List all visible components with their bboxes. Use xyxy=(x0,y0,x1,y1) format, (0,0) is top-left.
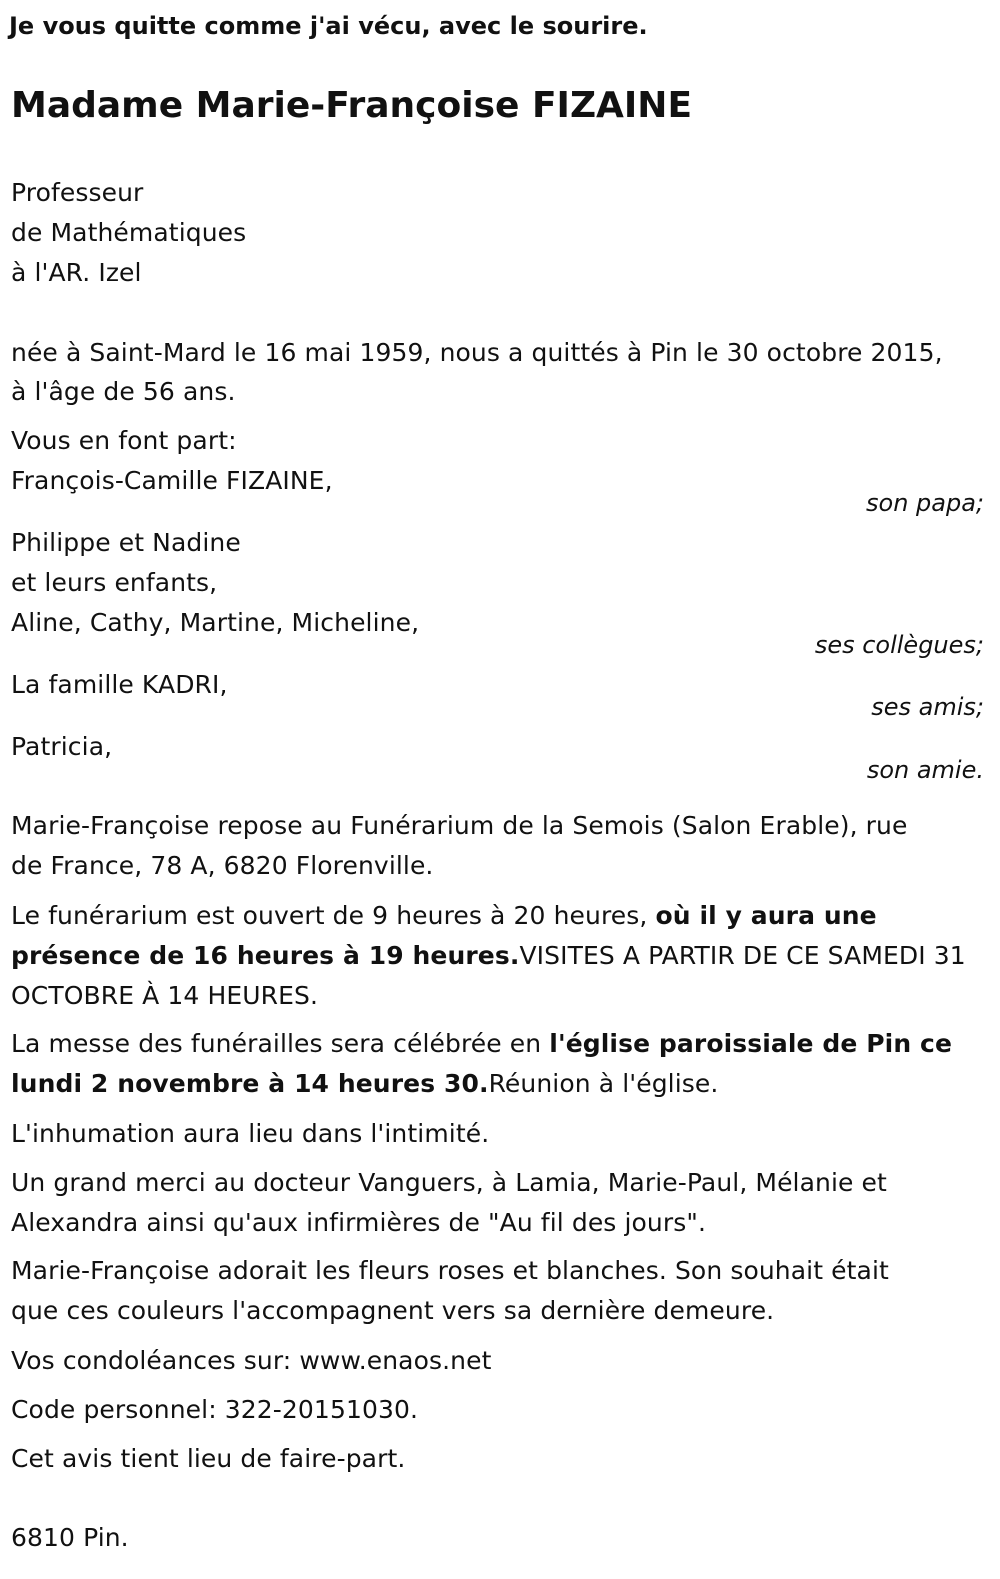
thanks-line-1: Un grand merci au docteur Vanguers, à Lamia, Marie-Paul, Mélanie et xyxy=(11,1168,887,1197)
visiting-line-3: OCTOBRE À 14 HEURES. xyxy=(11,981,319,1010)
thanks-line-2: Alexandra ainsi qu'aux infirmières de "Au fil des jours". xyxy=(11,1208,707,1237)
birth-death-line-1: née à Saint-Mard le 16 mai 1959, nous a quittés à Pin le 30 octobre 2015, xyxy=(11,338,943,367)
visiting-bold-text: où il y aura une xyxy=(655,901,877,930)
mourner-line: La famille KADRI, xyxy=(11,670,228,699)
visiting-line-2 xyxy=(11,936,966,976)
mourner-line: Aline, Cathy, Martine, Micheline, xyxy=(11,608,420,637)
rest-place-line-2: de France, 78 A, 6820 Florenville. xyxy=(11,851,434,880)
mass-line-2 xyxy=(11,1064,718,1104)
mass-bold-text: l'église paroissiale de Pin ce xyxy=(549,1029,953,1058)
visiting-text: VISITES A PARTIR DE CE SAMEDI 31 xyxy=(519,941,966,970)
mourner-relation: ses amis; xyxy=(871,693,984,721)
mourner-line: Patricia, xyxy=(11,732,113,761)
profession-line-1: Professeur xyxy=(11,178,144,207)
mourner-relation: ses collègues; xyxy=(814,631,984,659)
visiting-text: Le funérarium est ouvert de 9 heures à 20 heures, xyxy=(11,901,656,930)
flowers-line-2: que ces couleurs l'accompagnent vers sa dernière demeure. xyxy=(11,1296,775,1325)
mass-text: Réunion à l'église. xyxy=(488,1069,719,1098)
mourner-relation: son amie. xyxy=(866,756,984,784)
announcement-intro: Vous en font part: xyxy=(11,426,237,455)
condolences-text: Vos condoléances sur: www.enaos.net xyxy=(11,1346,492,1375)
mourner-line: Philippe et Nadine xyxy=(11,528,241,557)
mass-text: La messe des funérailles sera célébrée en xyxy=(11,1029,550,1058)
profession-line-2: de Mathématiques xyxy=(11,218,247,247)
personal-code-text: Code personnel: 322-20151030. xyxy=(11,1395,419,1424)
rest-place-line-1: Marie-Françoise repose au Funérarium de la Semois (Salon Erable), rue xyxy=(11,811,908,840)
visiting-bold-text: présence de 16 heures à 19 heures. xyxy=(11,941,520,970)
mourner-line: François-Camille FIZAINE, xyxy=(11,466,333,495)
birth-death-line-2: à l'âge de 56 ans. xyxy=(11,377,236,406)
profession-line-3: à l'AR. Izel xyxy=(11,258,142,287)
flowers-line-1: Marie-Françoise adorait les fleurs roses et blanches. Son souhait était xyxy=(11,1256,889,1285)
mourner-line: et leurs enfants, xyxy=(11,568,218,597)
mass-line-1 xyxy=(11,1024,952,1064)
deceased-name-title: Madame Marie-Françoise FIZAINE xyxy=(11,85,693,126)
burial-text: L'inhumation aura lieu dans l'intimité. xyxy=(11,1119,490,1148)
epigraph: Je vous quitte comme j'ai vécu, avec le sourire. xyxy=(9,12,648,40)
notice-text: Cet avis tient lieu de faire-part. xyxy=(11,1444,406,1473)
mass-bold-text: lundi 2 novembre à 14 heures 30. xyxy=(11,1069,489,1098)
location-text: 6810 Pin. xyxy=(11,1523,129,1552)
mourner-relation: son papa; xyxy=(866,489,984,517)
visiting-line-1 xyxy=(11,896,877,936)
